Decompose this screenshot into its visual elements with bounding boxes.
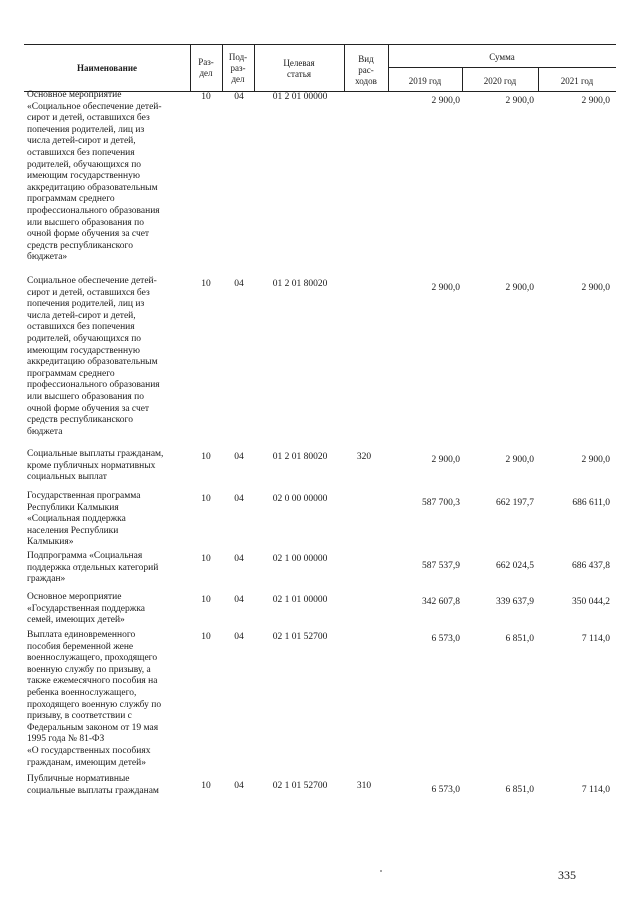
row-razdel: 10 xyxy=(201,494,211,504)
row-razdel: 10 xyxy=(201,92,211,102)
row-y2021: 2 900,0 xyxy=(581,96,610,106)
row-name: Выплата единовременного пособия беременной жене военнослужащего, проходящего военную службу по призыву, а также ежемесячного пособия на ребенка военнослужащего, проходящего военную службу по призыву, в соответствии с Федеральным законом от 19 мая 1995 года № 81-ФЗ «О государственных пособиях гражданам, имеющим детей» xyxy=(27,630,162,768)
row-razdel: 10 xyxy=(201,554,211,564)
row-razdel: 10 xyxy=(201,452,211,462)
row-y2021: 350 044,2 xyxy=(572,597,610,607)
row-celevaya: 02 1 00 00000 xyxy=(272,554,328,564)
row-y2021: 7 114,0 xyxy=(581,634,610,644)
row-y2019: 587 700,3 xyxy=(422,498,460,508)
row-y2020: 2 900,0 xyxy=(505,455,534,465)
row-y2019: 2 900,0 xyxy=(431,96,460,106)
row-y2020: 2 900,0 xyxy=(505,283,534,293)
row-y2019: 6 573,0 xyxy=(431,785,460,795)
row-podrazdel: 04 xyxy=(234,781,244,791)
row-podrazdel: 04 xyxy=(234,595,244,605)
row-celevaya: 02 1 01 00000 xyxy=(272,595,328,605)
header-year-2021: 2021 год xyxy=(560,76,594,86)
row-celevaya: 01 2 01 80020 xyxy=(272,452,328,462)
header-name: Наименование xyxy=(77,63,137,73)
row-name: Публичные нормативные социальные выплаты гражданам xyxy=(27,774,159,796)
row-y2021: 2 900,0 xyxy=(581,283,610,293)
row-y2020: 6 851,0 xyxy=(505,785,534,795)
header-top-rule xyxy=(24,44,616,45)
row-celevaya: 01 2 01 00000 xyxy=(272,92,328,102)
row-y2019: 342 607,8 xyxy=(422,597,460,607)
row-name: Основное мероприятие «Социальное обеспечение детей- сирот и детей, оставшихся без попечения родителей, лиц из числа детей-сирот и детей, оставшихся без попечения родителей, обучающихся по имеющим государственную аккредитацию образовательным программам среднего профессионального образования или высшего образования по очной форме обучения за счет средств республиканского бюджета» xyxy=(27,90,162,263)
row-y2020: 662 024,5 xyxy=(496,561,534,571)
row-razdel: 10 xyxy=(201,781,211,791)
row-podrazdel: 04 xyxy=(234,632,244,642)
row-y2019: 6 573,0 xyxy=(431,634,460,644)
header-sum-rule xyxy=(388,67,616,68)
row-podrazdel: 04 xyxy=(234,279,244,289)
row-y2021: 2 900,0 xyxy=(581,455,610,465)
row-y2019: 587 537,9 xyxy=(422,561,460,571)
row-y2021: 686 611,0 xyxy=(572,498,610,508)
row-celevaya: 02 1 01 52700 xyxy=(272,632,328,642)
page-number: 335 xyxy=(558,868,576,882)
row-razdel: 10 xyxy=(201,632,211,642)
row-podrazdel: 04 xyxy=(234,554,244,564)
row-celevaya: 02 1 01 52700 xyxy=(272,781,328,791)
header-summa: Сумма xyxy=(489,52,515,62)
row-y2020: 662 197,7 xyxy=(496,498,534,508)
row-y2020: 6 851,0 xyxy=(505,634,534,644)
row-name: Государственная программа Республики Калмыкия «Социальная поддержка населения Республики Калмыкия» xyxy=(27,491,141,548)
header-razdel: Раз- дел xyxy=(198,57,214,78)
row-podrazdel: 04 xyxy=(234,92,244,102)
scan-speck xyxy=(380,870,382,872)
row-name: Основное мероприятие «Государственная поддержка семей, имеющих детей» xyxy=(27,592,146,626)
row-podrazdel: 04 xyxy=(234,494,244,504)
row-y2020: 2 900,0 xyxy=(505,96,534,106)
row-celevaya: 01 2 01 80020 xyxy=(272,279,328,289)
row-y2021: 7 114,0 xyxy=(581,785,610,795)
header-year-2020: 2020 год xyxy=(483,76,517,86)
row-podrazdel: 04 xyxy=(234,452,244,462)
header-celevaya: Целевая статья xyxy=(283,58,315,79)
row-celevaya: 02 0 00 00000 xyxy=(272,494,328,504)
row-y2019: 2 900,0 xyxy=(431,455,460,465)
row-vid: 310 xyxy=(356,781,372,791)
row-razdel: 10 xyxy=(201,595,211,605)
row-y2020: 339 637,9 xyxy=(496,597,534,607)
header-podrazdel: Под- раз- дел xyxy=(228,52,248,84)
header-vid: Вид рас- ходов xyxy=(355,54,377,86)
row-vid: 320 xyxy=(356,452,372,462)
row-y2021: 686 437,8 xyxy=(572,561,610,571)
row-y2019: 2 900,0 xyxy=(431,283,460,293)
row-razdel: 10 xyxy=(201,279,211,289)
row-name: Подпрограмма «Социальная поддержка отдельных категорий граждан» xyxy=(27,551,159,585)
header-year-2019: 2019 год xyxy=(408,76,442,86)
row-name: Социальные выплаты гражданам, кроме публичных нормативных социальных выплат xyxy=(27,449,164,483)
row-name: Социальное обеспечение детей- сирот и детей, оставшихся без попечения родителей, лиц из числа детей-сирот и детей, оставшихся без попечения родителей, обучающихся по имеющим государственную аккредитацию образовательным программам среднего профессионального образования или высшего образования по очной форме обучения за счет средств республиканского бюджета xyxy=(27,276,160,437)
